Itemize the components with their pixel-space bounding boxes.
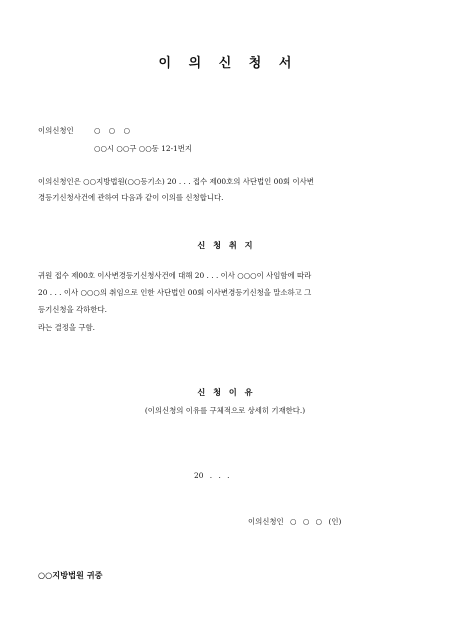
intent-line: 귀원 접수 제00호 이사변경등기신청사건에 대해 20 . . . 이사 ○○○이 사임함에 따라 [38,271,312,280]
document-title: 이 의 신 청 서 [158,56,292,71]
court-addressee: ○○지방법원 귀중 [38,570,103,580]
intent-heading: 신 청 취 지 [197,240,253,250]
intent-line: 라는 결정을 구함. [38,323,96,332]
statement-line: 경등기신청사건에 관하여 다음과 같이 이의를 신청합니다. [38,193,224,202]
date-line: 20 . . . [194,471,230,480]
reason-note: (이의신청의 이유를 구체적으로 상세히 기재한다.) [144,406,306,415]
applicant-address: ○○시 ○○구 ○○동 12-1번지 [94,144,193,153]
signature-line: 이의신청인 ○ ○ ○ (인) [248,517,342,526]
reason-heading: 신 청 이 유 [197,387,253,397]
statement-line: 이의신청인은 ○○지방법원(○○등기소) 20 . . . 접수 제00호의 사단법인 00회 이사변 [38,177,314,186]
intent-line: 20 . . . 이사 ○○○의 취임으로 인한 사단법인 00회 이사변경등기신청을 말소하고 그 [38,288,312,297]
intent-line: 등기신청을 각하한다. [38,305,107,314]
applicant-name: ○ ○ ○ [94,126,131,135]
applicant-label: 이의신청인 [38,126,74,135]
